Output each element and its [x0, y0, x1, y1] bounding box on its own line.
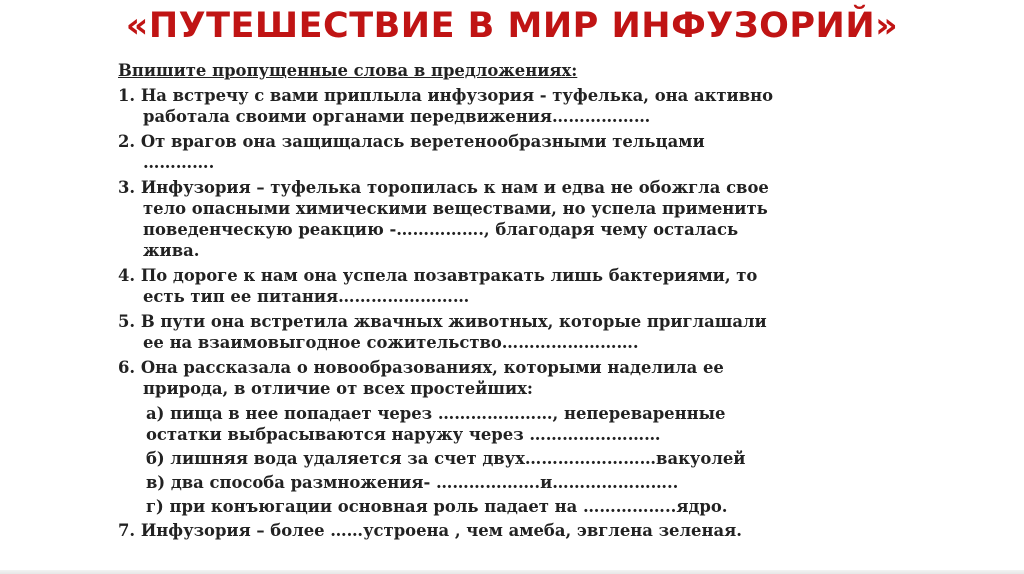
question-line: жива. [143, 241, 200, 260]
question-line: …………. [143, 153, 215, 172]
question-line: поведенческую реакцию -……………., благодаря чему осталась [143, 220, 739, 239]
subquestion-d [118, 496, 918, 517]
subquestion-c [118, 472, 918, 493]
question-line: 3. Инфузория – туфелька торопилась к нам и едва не обожгла свое [118, 178, 769, 197]
instruction-text: Впишите пропущенные слова в предложениях: [118, 61, 578, 80]
question-line: 2. От врагов она защищалась веретенообразными тельцами [118, 132, 705, 151]
question-7 [118, 520, 918, 541]
subquestion-line: а) пища в нее попадает через …………………, непереваренные [146, 404, 726, 423]
subquestion-a [118, 403, 918, 445]
question-1 [118, 85, 918, 127]
question-line: ее на взаимовыгодное сожительство……………………. [143, 333, 639, 352]
question-line: работала своими органами передвижения……………… [143, 107, 651, 126]
question-line: 5. В пути она встретила жвачных животных, которые приглашали [118, 312, 767, 331]
subquestion-line: б) лишняя вода удаляется за счет двух……………………вакуолей [146, 449, 746, 468]
question-2 [118, 131, 918, 173]
question-4 [118, 265, 918, 307]
slide-bottom-edge [0, 570, 1024, 574]
question-line: 7. Инфузория – более ……устроена , чем амеба, эвглена зеленая. [118, 521, 742, 540]
subquestion-b [118, 448, 918, 469]
question-line: есть тип ее питания…………………… [143, 287, 470, 306]
question-3 [118, 177, 918, 261]
question-6 [118, 357, 918, 399]
question-line: 4. По дороге к нам она успела позавтракать лишь бактериями, то [118, 266, 758, 285]
subquestion-line: г) при конъюгации основная роль падает на ……………..ядро. [146, 497, 728, 516]
question-line: природа, в отличие от всех простейших: [143, 379, 533, 398]
subquestion-line: остатки выбрасываются наружу через …………………… [146, 425, 661, 444]
worksheet-body [118, 60, 918, 545]
subquestion-line: в) два способа размножения- ……………….и………………….. [146, 473, 679, 492]
question-line: 6. Она рассказала о новообразованиях, которыми наделила ее [118, 358, 724, 377]
slide-title: «ПУТЕШЕСТВИЕ В МИР ИНФУЗОРИЙ» [125, 6, 899, 46]
question-line: тело опасными химическими веществами, но успела применить [143, 199, 768, 218]
question-5 [118, 311, 918, 353]
question-line: 1. На встречу с вами приплыла инфузория - туфелька, она активно [118, 86, 774, 105]
